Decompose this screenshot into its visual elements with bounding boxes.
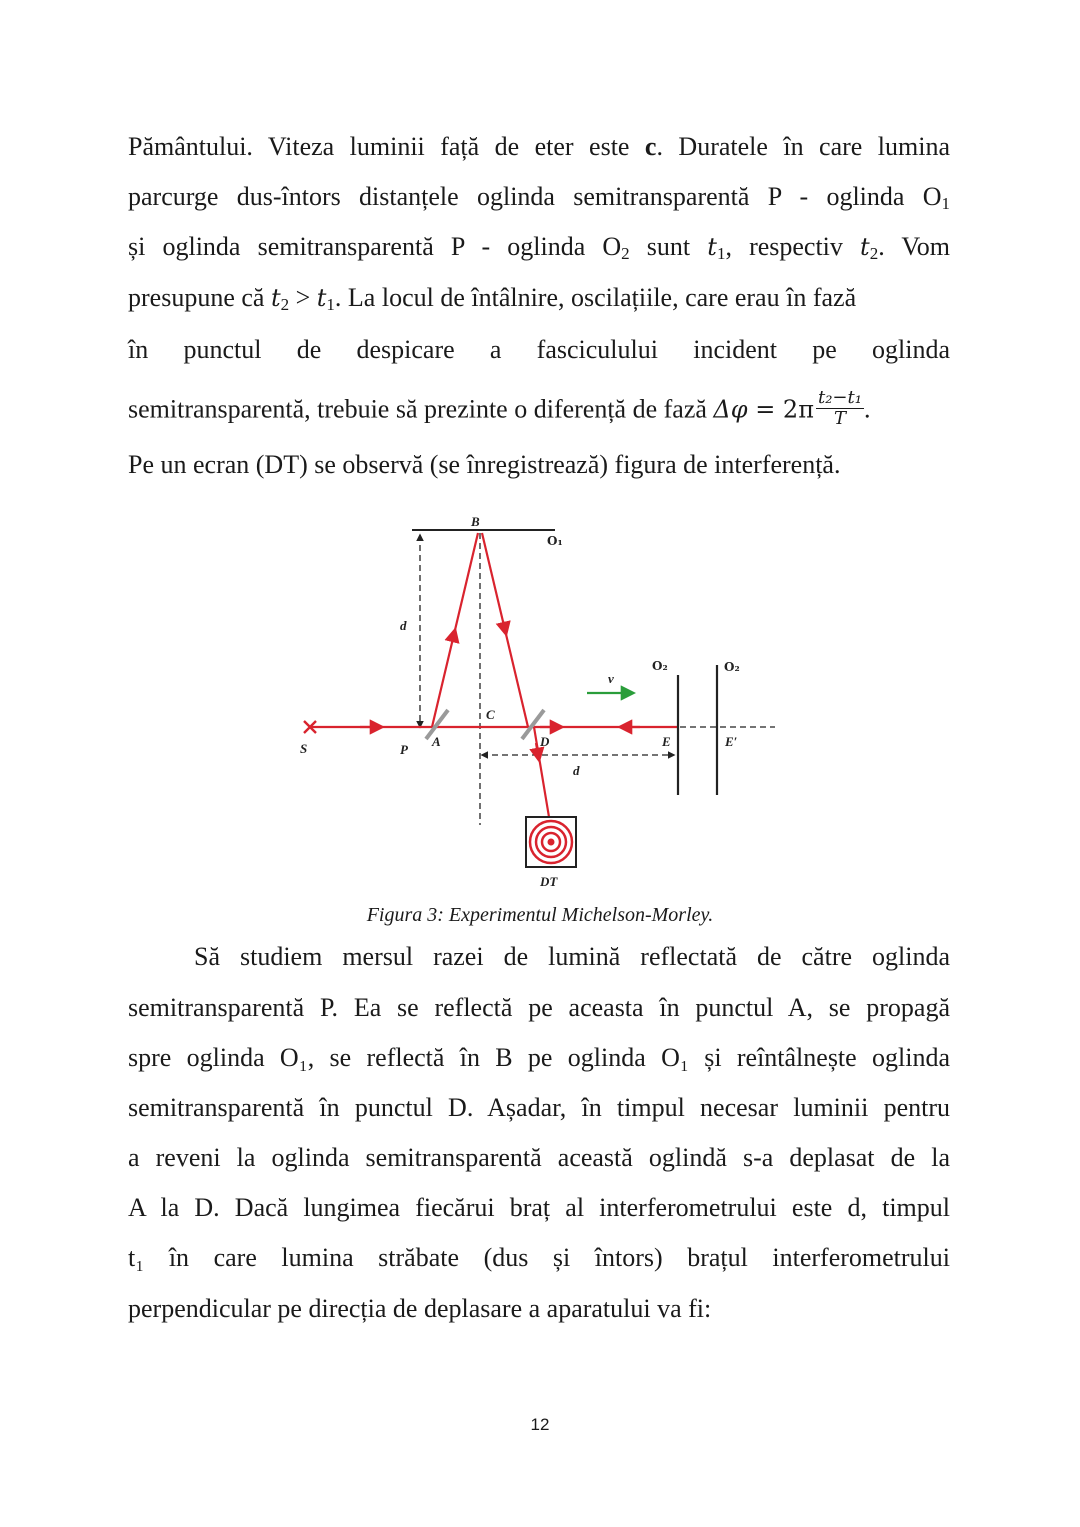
phase-fraction: $\frac{\text{t₂−t₁}}{T}$: [817, 387, 862, 429]
label-o2-prime: O₂: [724, 660, 740, 674]
page-number: 12: [530, 1415, 550, 1434]
beam-arrow-detector: [536, 743, 539, 760]
paragraph2-line6: A la D. Dacă lungimea fiecărui braț al interferometrului este d, timpul: [128, 1193, 950, 1222]
figure-caption: Figura 3: Experimentul Michelson-Morley.: [366, 904, 714, 926]
label-c: C: [486, 707, 495, 722]
paragraph1-line5: în punctul de despicare a fasciculului incident pe oglinda: [128, 335, 950, 364]
label-e-prime: E′: [725, 734, 738, 749]
label-d-point: D: [540, 734, 550, 749]
beam-arrow-up: [452, 630, 455, 642]
paragraph2-line3: spre oglinda O₁, se reflectă în B pe oglinda O₁ și reîntâlnește oglinda: [128, 1043, 950, 1072]
paragraph2-line8: perpendicular pe direcția de deplasare a aparatului va fi:: [128, 1294, 712, 1323]
paragraph2-line1: Să studiem mersul razei de lumină reflectată de către oglinda: [194, 942, 950, 971]
paragraph1-line4: presupune că $t_2 > t_1$. La locul de întâlnire, oscilațiile, care erau în fază: [128, 283, 857, 314]
label-o1: O₁: [547, 534, 563, 548]
label-d-horizontal: d: [573, 763, 580, 778]
paragraph1-line6: semitransparentă, trebuie să prezinte o diferență de fază Δφ = 2π $\frac{\text{t₂−t₁}}{T}$ .: [128, 387, 871, 429]
label-b: B: [471, 514, 480, 529]
label-d-vertical: d: [400, 618, 407, 633]
label-a: A: [432, 734, 441, 749]
detector-dt: [526, 817, 576, 867]
paragraph2-line2: semitransparentă P. Ea se reflectă pe aceasta în punctul A, se propagă: [128, 993, 950, 1022]
paragraph2-line7: t₁ în care lumina străbate (dus și întors) brațul interferometrului: [128, 1243, 950, 1272]
paragraph2-line5: a reveni la oglinda semitransparentă această oglindă s-a deplasat de la: [128, 1143, 950, 1172]
label-o2: O₂: [652, 659, 668, 673]
label-e: E: [662, 734, 671, 749]
michelson-morley-diagram: [290, 505, 790, 900]
paragraph1-line3: și oglinda semitransparentă P - oglinda $O_2$ sunt $t_1$, respectiv $t_2$. Vom: [128, 232, 951, 263]
paragraph1-line2: parcurge dus-întors distanțele oglinda semitransparentă P - oglinda $O_1$: [128, 182, 950, 213]
label-s: S: [300, 741, 308, 756]
beam-arrow-down: [503, 621, 506, 634]
paragraph1-line1: Pământului. Viteza luminii față de eter este c. Duratele în care lumina: [128, 132, 950, 161]
label-p: P: [400, 742, 408, 757]
paragraph2-line4: semitransparentă în punctul D. Așadar, în timpul necesar luminii pentru: [128, 1093, 950, 1122]
label-v: v⃗: [608, 671, 624, 686]
label-dt: DT: [540, 874, 558, 889]
paragraph1-line7: Pe un ecran (DT) se observă (se înregistrează) figura de interferență.: [128, 450, 841, 479]
